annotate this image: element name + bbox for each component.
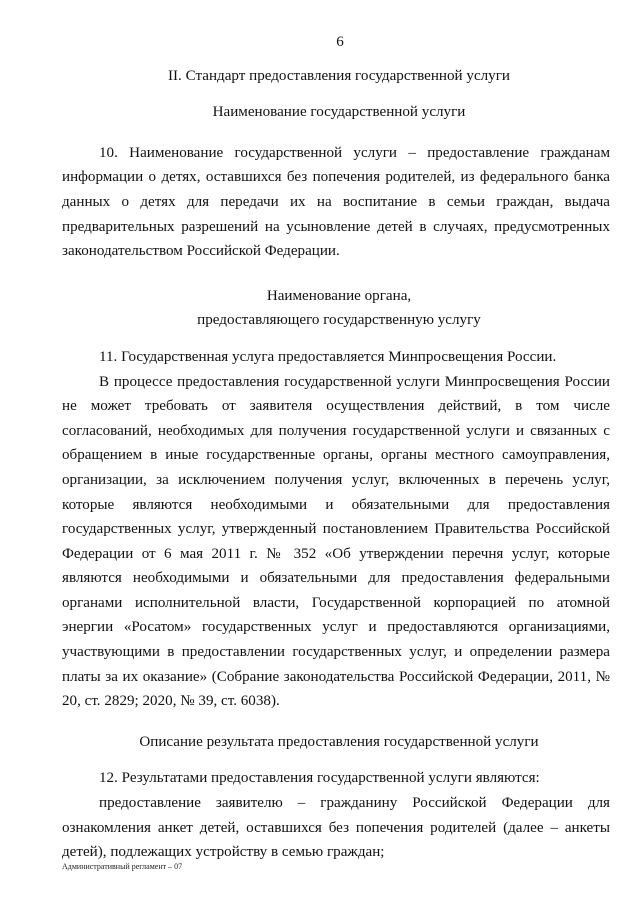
heading-service-name: Наименование государственной услуги	[212, 104, 466, 121]
paragraph-12: 12. Результатами предоставления государственной услуги являются:	[99, 770, 540, 787]
paragraph-11: 11. Государственная услуга предоставляется Минпросвещения России.	[99, 348, 557, 365]
paragraph-12a: предоставление заявителю – гражданину Российской Федерации для ознакомления анкет детей, оставшихся без попечения родителей (далее – анкеты детей), подлежащих устройству в семью граждан;	[62, 795, 610, 861]
page-number: 6	[336, 34, 344, 50]
section-title: II. Стандарт предоставления государственной услуги	[168, 67, 510, 84]
paragraph-10: 10. Наименование государственной услуги – предоставление гражданам информации о детях, оставшихся без попечения родителей, из федерального банка данных о детях для передачи их на воспитание в семьи граждан, выдача предварительных разрешений на усыновление детей в случаях, предусмотренных законодательством Российской Федерации.	[62, 144, 610, 260]
heading-organ-line2: предоставляющего государственную услугу	[197, 312, 481, 329]
paragraph-11b: В процессе предоставления государственной услуги Минпросвещения России не может требовать от заявителя осуществления действий, в том числе согласований, необходимых для получения государственной услуги и связанных с обращением в иные государственные органы, органы местного самоуправления, организации, за исключением получения услуг, включенных в перечень услуг, которые являются необходимыми и обязательными для предоставления государственных услуг, утвержденный постановлением Правительства Российской Федерации от 6 мая 2011 г. № 352 «Об утверждении перечня услуг, которые являются необходимыми и обязательными для предоставления федеральными органами исполнительной власти, Государственной корпорацией по атомной энергии «Росатом» государственных услуг и предоставляются организациями, участвующими в предоставлении государственных услуг, и определении размера платы за их оказание» (Собрание законодательства Российской Федерации, 2011, № 20, ст. 2829; 2020, № 39, ст. 6038).	[62, 373, 610, 710]
heading-organ-line1: Наименование органа,	[266, 287, 412, 304]
footer-label: Административный регламент – 07	[62, 862, 183, 871]
heading-result: Описание результата предоставления государственной услуги	[139, 733, 539, 750]
